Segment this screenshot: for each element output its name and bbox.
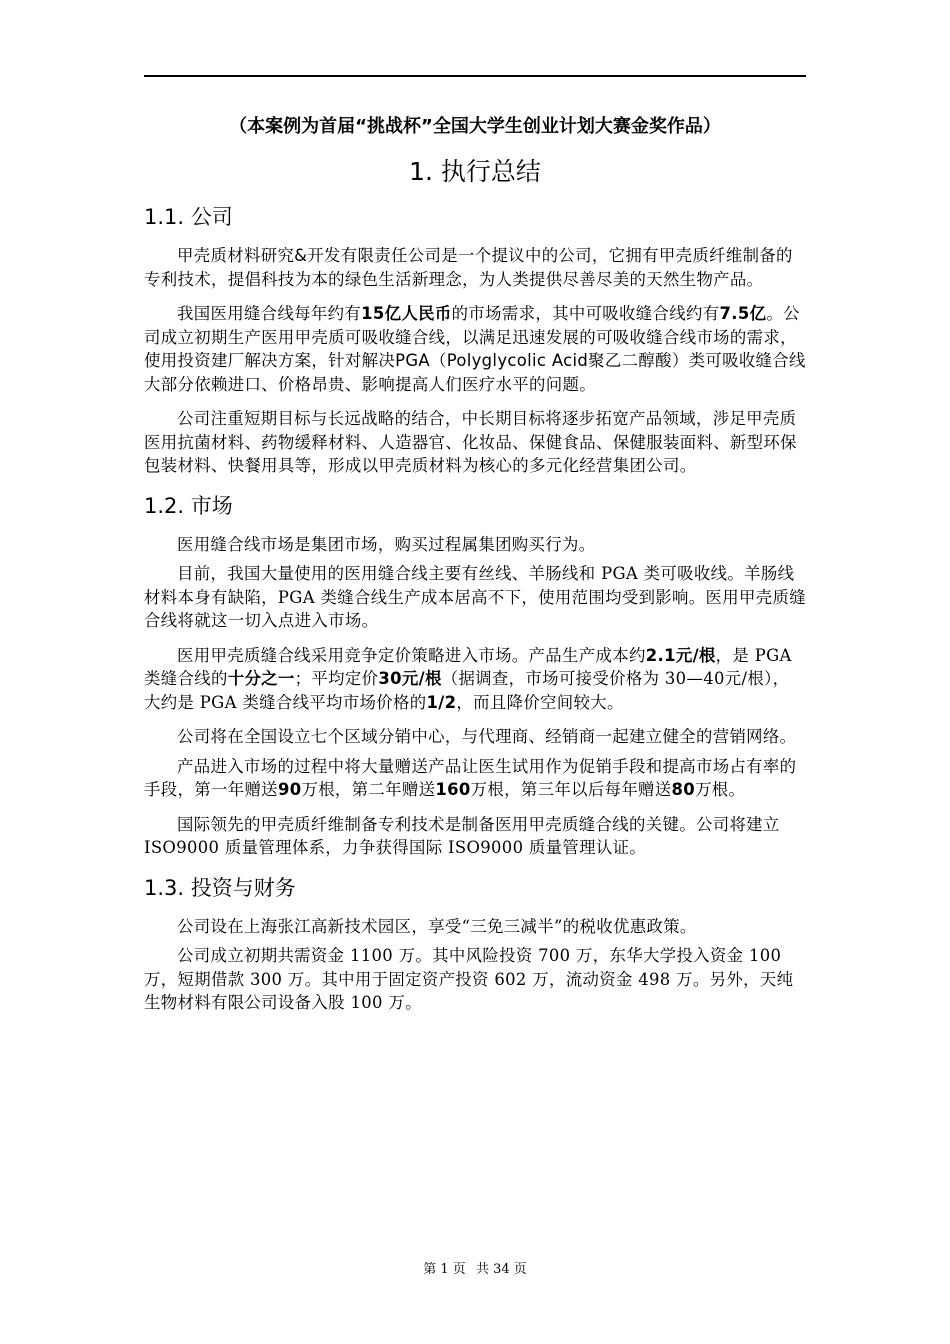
award-note: （本案例为首届“挑战杯”全国大学生创业计划大赛金奖作品） — [229, 116, 721, 137]
company-paragraph-2: 我国医用缝合线每年约有15亿人民币的市场需求，其中可吸收缝合线约有7.5亿。公司成立初期生产医用甲壳质可吸收缝合线，以满足迅速发展的可吸收缝合线市场的需求，使用投资建厂解决方案，针对解决PGA（Polyglycolic Acid聚乙二醇酸）类可吸收缝合线大部分依赖进口、价格昂贵、影响提高人们医疗水平的问题。 — [144, 304, 806, 394]
investment-paragraph-2: 公司成立初期共需资金 1100 万。其中风险投资 700 万，东华大学投入资金 100 万，短期借款 300 万。其中用于固定资产投资 602 万，流动资金 498 万。另外，天纯生物材料有限公司设备入股 100 万。 — [144, 946, 794, 1012]
market-paragraph-4: 公司将在全国设立七个区域分销中心，与代理商、经销商一起建立健全的营销网络。 — [177, 727, 797, 746]
section-title: 1. 执行总结 — [409, 157, 541, 186]
company-name: 甲壳质材料研究&开发有限责任公司 — [177, 246, 442, 265]
page-content — [144, 112, 806, 1026]
market-paragraph-3: 医用甲壳质缝合线采用竞争定价策略进入市场。产品生产成本约2.1元/根，是 PGA 类缝合线的十分之一；平均定价30元/根（据调查，市场可接受价格为 30—40元/根），大约是 PGA 类缝合线平均市场价格的1/2，而且降价空间较大。 — [144, 645, 792, 712]
page-total: 共 34 页 — [475, 1262, 527, 1277]
investment-paragraph-1: 公司设在上海张江高新技术园区，享受“三免三减半”的税收优惠政策。 — [177, 916, 697, 936]
market-paragraph-2: 目前，我国大量使用的医用缝合线主要有丝线、羊肠线和 PGA 类可吸收线。羊肠线材料本身有缺陷，PGA 类缝合线生产成本居高不下，使用范围均受到影响。医用甲壳质缝合线将就这一切入点进入市场。 — [144, 564, 806, 630]
company-paragraph-3: 公司注重短期目标与长远战略的结合，中长期目标将逐步拓宽产品领域，涉足甲壳质医用抗菌材料、药物缓释材料、人造器官、化妆品、保健食品、保健服装面料、新型环保包装材料、快餐用具等，形成以甲壳质材料为核心的多元化经营集团公司。 — [144, 409, 797, 475]
page-number: 第 1 页 — [423, 1262, 466, 1277]
market-paragraph-1: 医用缝合线市场是集团市场，购买过程属集团购买行为。 — [177, 534, 596, 554]
page-footer — [0, 1258, 950, 1277]
heading-investment: 1.3. 投资与财务 — [144, 875, 296, 900]
heading-company: 1.1. 公司 — [144, 205, 233, 229]
heading-market: 1.2. 市场 — [144, 493, 233, 518]
market-paragraph-6: 国际领先的甲壳质纤维制备专利技术是制备医用甲壳质缝合线的关键。公司将建立 ISO9000 质量管理体系，力争获得国际 ISO9000 质量管理认证。 — [144, 814, 780, 857]
company-paragraph-1: 甲壳质材料研究&开发有限责任公司是一个提议中的公司，它拥有甲壳质纤维制备的专利技术，提倡科技为本的绿色生活新理念，为人类提供尽善尽美的天然生物产品。 — [144, 246, 793, 289]
market-paragraph-5: 产品进入市场的过程中将大量赠送产品让医生试用作为促销手段和提高市场占有率的手段，第一年赠送90万根，第二年赠送160万根，第三年以后每年赠送80万根。 — [144, 756, 797, 799]
header-rule — [144, 75, 806, 77]
